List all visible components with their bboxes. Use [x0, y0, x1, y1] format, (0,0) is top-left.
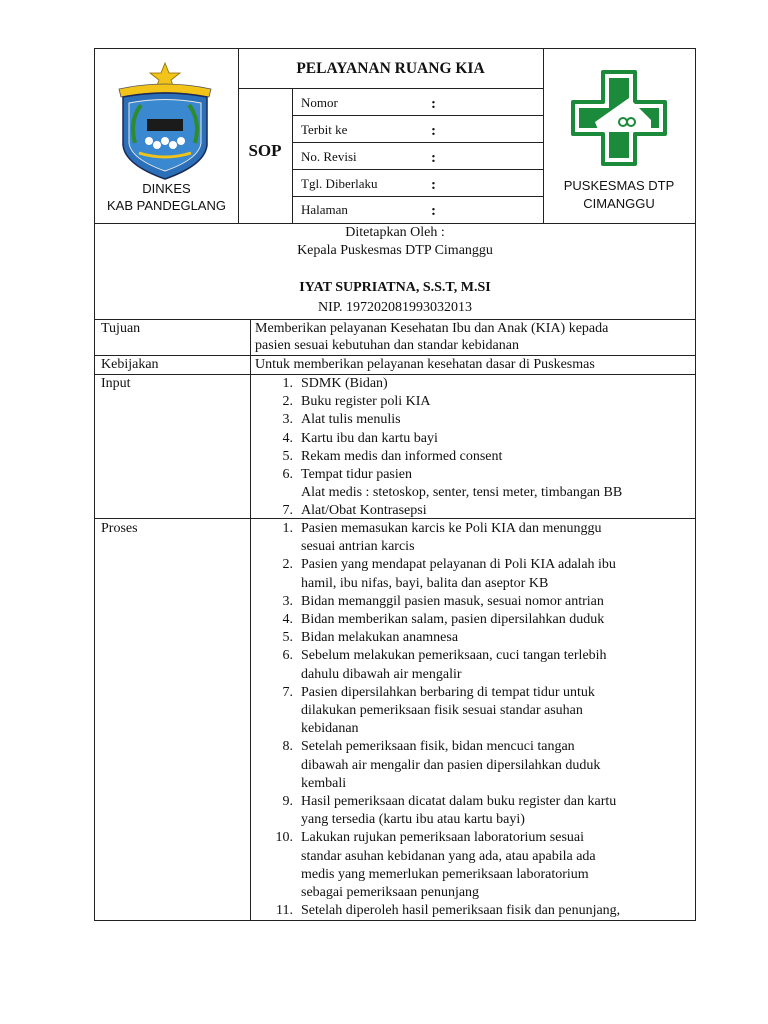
- list-item: [255, 684, 695, 739]
- grid-line: [292, 142, 543, 143]
- kebijakan-label: Kebijakan: [101, 357, 159, 372]
- list-item-text: Bidan memanggil pasien masuk, sesuai nomor antrian: [301, 593, 604, 609]
- list-item-number: 4.: [282, 430, 293, 446]
- list-item: [255, 593, 695, 611]
- field-tgl-label: Tgl. Diberlaku: [301, 176, 378, 191]
- list-item-text: Alat/Obat Kontrasepsi: [301, 503, 427, 519]
- list-item-number: 3.: [282, 593, 293, 609]
- input-list: [255, 375, 695, 521]
- grid-line: [292, 115, 543, 116]
- list-item: [255, 502, 695, 520]
- input-label: Input: [101, 376, 131, 391]
- list-item-number: 1.: [282, 376, 293, 391]
- list-item-text: Bidan melakukan anamnesa: [301, 630, 459, 646]
- list-item: [255, 520, 695, 556]
- list-item-number: 2.: [282, 394, 293, 410]
- list-item: [255, 448, 695, 466]
- list-item: [255, 430, 695, 448]
- list-item-number: 7.: [282, 503, 293, 519]
- list-item-text: Alat tulis menulis: [301, 412, 401, 428]
- pandeglang-emblem-icon: [109, 61, 221, 183]
- left-org-line1: DINKES: [142, 181, 191, 196]
- list-item-number: 10.: [275, 830, 293, 846]
- list-item: [255, 629, 695, 647]
- list-item-number: 7.: [282, 684, 293, 700]
- field-terbit-label: Terbit ke: [301, 122, 348, 137]
- list-item-text: Sebelum melakukan pemeriksaan, cuci tangan terlebih dahulu dibawah air mengalir: [301, 648, 607, 682]
- grid-line: [250, 319, 251, 921]
- list-item-text: Setelah diperoleh hasil pemeriksaan fisik dan penunjang,: [301, 903, 621, 919]
- list-item-text: Pasien dipersilahkan berbaring di tempat tidur untuk dilakukan pemeriksaan fisik sesuai standar asuhan kebidanan: [301, 684, 595, 737]
- approver-name: IYAT SUPRIATNA, S.S.T, M.SI: [299, 280, 491, 295]
- tujuan-text: Memberikan pelayanan Kesehatan Ibu dan Anak (KIA) kepada pasien sesuai kebutuhan dan standar kebidanan: [255, 321, 609, 353]
- list-item-text: Bidan memberikan salam, pasien dipersilahkan duduk: [301, 612, 605, 628]
- field-nomor-value: :: [431, 96, 436, 112]
- list-item: [255, 647, 695, 683]
- list-item-number: 11.: [276, 903, 293, 919]
- list-item: [255, 738, 695, 793]
- list-item-text: Lakukan rujukan pemeriksaan laboratorium sesuai standar asuhan kebidanan yang ada, atau apabila ada medis yang memerlukan pemeriksaan laboratorium sebagai pemeriksaan penunjang: [301, 830, 596, 901]
- field-revisi-label: No. Revisi: [301, 149, 357, 164]
- list-item: [255, 466, 695, 502]
- field-revisi-value: :: [431, 150, 436, 166]
- list-item-number: 3.: [282, 412, 293, 428]
- list-item-number: 6.: [282, 648, 293, 664]
- field-nomor-label: Nomor: [301, 95, 338, 110]
- field-halaman-label: Halaman: [301, 202, 348, 217]
- document-title: PELAYANAN RUANG KIA: [296, 60, 485, 77]
- grid-line: [292, 88, 293, 223]
- list-item-number: 9.: [282, 794, 293, 810]
- list-item-number: 4.: [282, 612, 293, 628]
- list-item-number: 8.: [282, 739, 293, 755]
- approver-nip: NIP. 197202081993032013: [317, 300, 472, 315]
- list-item: [255, 902, 695, 920]
- list-item: [255, 556, 695, 592]
- left-org-line2: KAB PANDEGLANG: [107, 198, 226, 213]
- sop-document-frame: [94, 48, 696, 921]
- approval-line1: Ditetapkan Oleh :: [345, 225, 445, 240]
- list-item-number: 5.: [282, 630, 293, 646]
- list-item-number: 6.: [282, 467, 293, 483]
- kebijakan-text: Untuk memberikan pelayanan kesehatan dasar di Puskesmas: [255, 357, 595, 372]
- sop-label: SOP: [248, 141, 282, 160]
- list-item: [255, 611, 695, 629]
- list-item-text: Pasien yang mendapat pelayanan di Poli KIA adalah ibu hamil, ibu nifas, bayi, balita dan aseptor KB: [301, 557, 616, 591]
- list-item: [255, 375, 695, 393]
- list-item-text: Buku register poli KIA: [301, 394, 431, 410]
- list-item-text: Tempat tidur pasien Alat medis : stetoskop, senter, tensi meter, timbangan BB: [301, 467, 623, 501]
- list-item-text: Rekam medis dan informed consent: [301, 448, 503, 464]
- list-item: [255, 793, 695, 829]
- list-item-text: Hasil pemeriksaan dicatat dalam buku register dan kartu yang tersedia (kartu ibu atau kartu bayi): [301, 794, 617, 828]
- field-tgl-value: :: [431, 177, 436, 193]
- list-item-text: SDMK (Bidan): [301, 376, 388, 391]
- list-item: [255, 393, 695, 411]
- list-item-text: Pasien memasukan karcis ke Poli KIA dan menunggu sesuai antrian karcis: [301, 521, 602, 555]
- list-item: [255, 411, 695, 429]
- grid-line: [292, 169, 543, 170]
- puskesmas-logo-icon: [569, 68, 669, 168]
- list-item-text: Setelah pemeriksaan fisik, bidan mencuci tangan dibawah air mengalir dan pasien dipersilahkan duduk kembali: [301, 739, 601, 791]
- proses-list: [255, 520, 695, 920]
- list-item-number: 1.: [282, 521, 293, 536]
- approval-line2: Kepala Puskesmas DTP Cimanggu: [297, 243, 493, 258]
- list-item: [255, 829, 695, 902]
- list-item-text: Kartu ibu dan kartu bayi: [301, 430, 438, 446]
- field-terbit-value: :: [431, 123, 436, 139]
- grid-line: [238, 88, 543, 89]
- tujuan-label: Tujuan: [101, 321, 141, 336]
- list-item-number: 5.: [282, 448, 293, 464]
- right-org-line2: CIMANGGU: [583, 196, 655, 211]
- right-org-line1: PUSKESMAS DTP: [563, 178, 675, 193]
- proses-label: Proses: [101, 521, 138, 536]
- list-item-number: 2.: [282, 557, 293, 573]
- grid-line: [292, 196, 543, 197]
- field-halaman-value: :: [431, 203, 436, 219]
